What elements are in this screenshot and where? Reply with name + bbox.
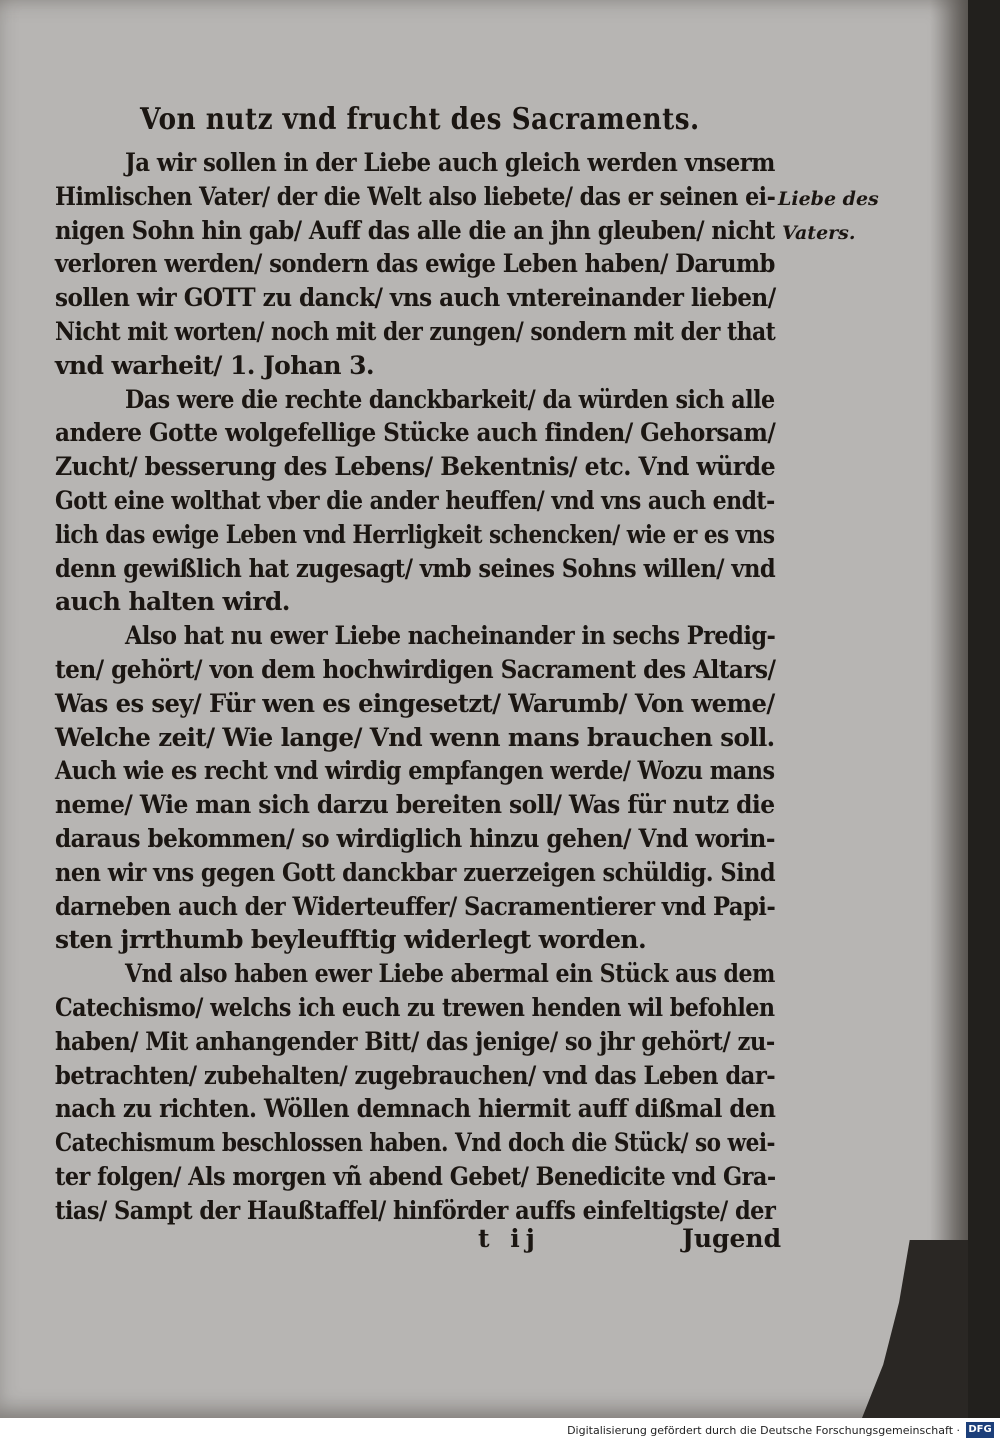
text-line: daraus bekommen/ so wirdiglich hinzu gehen/ Vnd worin-: [55, 824, 775, 853]
text-line: Vnd also haben ewer Liebe abermal ein Stück aus dem: [125, 959, 775, 989]
text-line: Zucht/ besserung des Lebens/ Bekentnis/ etc. Vnd würde: [55, 452, 776, 482]
text-line: verloren werden/ sondern das ewige Leben haben/ Darumb: [55, 249, 775, 279]
margin-note-line-2: Vaters.: [782, 222, 856, 244]
text-line: nigen Sohn hin gab/ Auff das alle die an jhn gleuben/ nicht: [55, 215, 775, 245]
catchword: Jugend: [682, 1224, 782, 1253]
page-edge-shadow: [930, 0, 968, 1418]
dfg-logo: DFG: [966, 1422, 994, 1438]
text-line: Das were die rechte danckbarkeit/ da würden sich alle: [125, 384, 775, 414]
text-line: tias/ Sampt der Haußtaffel/ hinförder auffs einfeltigste/ der: [55, 1195, 776, 1225]
running-heading: Von nutz vnd frucht des Sacraments.: [140, 102, 700, 137]
text-line: darneben auch der Widerteuffer/ Sacramentierer vnd Papi-: [55, 891, 776, 921]
text-line: Himlischen Vater/ der die Welt also liebete/ das er seinen ei-: [55, 181, 776, 211]
text-line: Ja wir sollen in der Liebe auch gleich werden vnserm: [125, 148, 775, 177]
text-line: betrachten/ zubehalten/ zugebrauchen/ vnd das Leben dar-: [55, 1060, 776, 1090]
text-line: ten/ gehört/ von dem hochwirdigen Sacrament des Altars/: [55, 655, 776, 684]
text-line: nach zu richten. Wöllen demnach hiermit auff dißmal den: [55, 1094, 776, 1124]
text-line: Welche zeit/ Wie lange/ Vnd wenn mans brauchen soll.: [55, 722, 775, 752]
text-line: sten jrrthumb beyleufftig widerlegt worden.: [55, 925, 647, 955]
text-line: sollen wir GOTT zu danck/ vns auch vntereinander lieben/: [55, 283, 776, 313]
text-line: neme/ Wie man sich darzu bereiten soll/ Was für nutz die: [55, 790, 775, 820]
funding-credit: Digitalisierung gefördert durch die Deutsche Forschungsgemeinschaft ·: [567, 1424, 960, 1437]
text-line: denn gewißlich hat zugesagt/ vmb seines Sohns willen/ vnd: [55, 553, 776, 583]
text-line: Gott eine wolthat vber die ander heuffen/ vnd vns auch endt-: [55, 486, 775, 515]
text-line: ter folgen/ Als morgen vñ abend Gebet/ Benedicite vnd Gra-: [55, 1162, 776, 1191]
margin-note-line-1: Liebe des: [778, 188, 879, 210]
signature-mark: t ij: [478, 1224, 541, 1253]
text-line: vnd warheit/ 1. Johan 3.: [55, 350, 374, 380]
text-line: Auch wie es recht vnd wirdig empfangen werde/ Wozu mans: [55, 756, 775, 786]
text-line: Also hat nu ewer Liebe nacheinander in sechs Predig-: [125, 621, 776, 651]
text-line: Catechismo/ welchs ich euch zu trewen henden wil befohlen: [55, 993, 775, 1022]
text-line: andere Gotte wolgefellige Stücke auch finden/ Gehorsam/: [55, 418, 776, 448]
text-line: lich das ewige Leben vnd Herrligkeit schencken/ wie er es vns: [55, 519, 775, 549]
text-line: haben/ Mit anhangender Bitt/ das jenige/ so jhr gehört/ zu-: [55, 1026, 775, 1056]
text-line: Catechismum beschlossen haben. Vnd doch die Stück/ so wei-: [55, 1128, 775, 1158]
text-line: auch halten wird.: [55, 587, 290, 617]
text-line: Was es sey/ Für wen es eingesetzt/ Warumb/ Von weme/: [55, 688, 775, 718]
text-line: nen wir vns gegen Gott danckbar zuerzeigen schüldig. Sind: [55, 857, 776, 887]
text-line: Nicht mit worten/ noch mit der zungen/ sondern mit der that: [55, 317, 776, 346]
